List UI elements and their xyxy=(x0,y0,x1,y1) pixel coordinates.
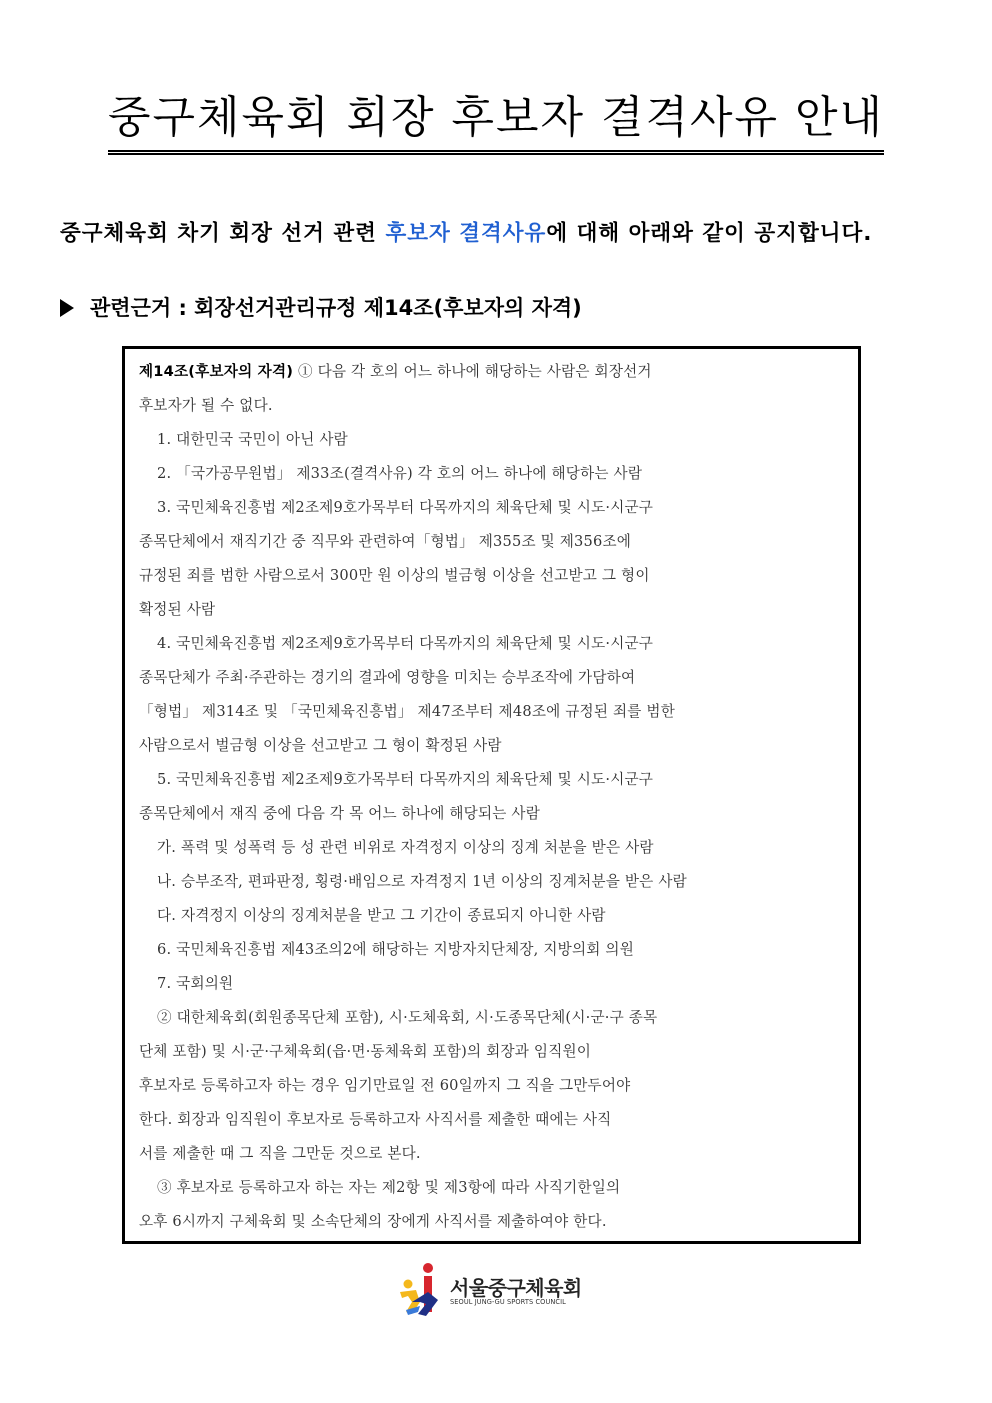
triangle-bullet-icon xyxy=(60,299,74,317)
logo-subtitle: SEOUL JUNG-GU SPORTS COUNCIL xyxy=(450,1298,566,1306)
article-line: 종목단체가 주최·주관하는 경기의 결과에 영향을 미치는 승부조작에 가담하여 xyxy=(139,669,636,686)
article-box xyxy=(122,346,861,1244)
article-line: 사람으로서 벌금형 이상을 선고받고 그 형이 확정된 사람 xyxy=(139,737,502,754)
intro-text-after: 에 대해 아래와 같이 공지합니다. xyxy=(546,221,873,246)
article-line: 서를 제출한 때 그 직을 그만둔 것으로 본다. xyxy=(139,1145,421,1162)
article-line: 2. 「국가공무원법」 제33조(결격사유) 각 호의 어느 하나에 해당하는 사람 xyxy=(157,465,643,482)
intro-text-before: 중구체육회 차기 회장 선거 관련 xyxy=(60,221,386,246)
article-line xyxy=(139,355,849,389)
article-line: 3. 국민체육진흥법 제2조제9호가목부터 다목까지의 체육단체 및 시도·시군구 xyxy=(157,499,654,516)
article-line: 한다. 회장과 임직원이 후보자로 등록하고자 사직서를 제출한 때에는 사직 xyxy=(139,1111,612,1128)
page-title-wrap xyxy=(0,88,992,155)
article-line: 후보자가 될 수 없다. xyxy=(139,397,273,414)
logo xyxy=(398,1262,598,1322)
article-line: 7. 국회의원 xyxy=(157,975,234,992)
article-line: ③ 후보자로 등록하고자 하는 자는 제2항 및 제3항에 따라 사직기한일의 xyxy=(157,1179,621,1196)
logo-name: 서울중구체육회 xyxy=(450,1276,582,1300)
article-line: 5. 국민체육진흥법 제2조제9호가목부터 다목까지의 체육단체 및 시도·시군구 xyxy=(157,771,654,788)
article-lines xyxy=(139,355,849,1239)
article-line: 6. 국민체육진흥법 제43조의2에 해당하는 지방자치단체장, 지방의회 의원 xyxy=(157,941,634,958)
intro-paragraph xyxy=(60,216,940,247)
article-line: 4. 국민체육진흥법 제2조제9호가목부터 다목까지의 체육단체 및 시도·시군구 xyxy=(157,635,654,652)
article-line: 오후 6시까지 구체육회 및 소속단체의 장에게 사직서를 제출하여야 한다. xyxy=(139,1213,607,1230)
article-line: 규정된 죄를 범한 사람으로서 300만 원 이상의 벌금형 이상을 선고받고 그 형이 xyxy=(139,567,650,584)
article-line: 다. 자격정지 이상의 징계처분을 받고 그 기간이 종료되지 아니한 사람 xyxy=(157,907,606,924)
article-line: 단체 포함) 및 시·군·구체육회(읍·면·동체육회 포함)의 회장과 임직원이 xyxy=(139,1043,592,1060)
page-title: 중구체육회 회장 후보자 결격사유 안내 xyxy=(108,88,884,155)
article-line: 확정된 사람 xyxy=(139,601,216,618)
article-line: 종목단체에서 재직기간 중 직무와 관련하여「형법」 제355조 및 제356조에 xyxy=(139,533,632,550)
article-line: ② 대한체육회(회원종목단체 포함), 시·도체육회, 시·도종목단체(시·군·구 종목 xyxy=(157,1009,658,1026)
article-line: 나. 승부조작, 편파판정, 횡령·배임으로 자격정지 1년 이상의 징계처분을 받은 사람 xyxy=(157,873,687,890)
basis-heading xyxy=(60,292,582,322)
article-heading: 제14조(후보자의 자격) xyxy=(139,363,294,380)
article-line: 가. 폭력 및 성폭력 등 성 관련 비위로 자격정지 이상의 징계 처분을 받은 사람 xyxy=(157,839,654,856)
article-line: 후보자로 등록하고자 하는 경우 임기만료일 전 60일까지 그 직을 그만두어야 xyxy=(139,1077,631,1094)
sports-council-logo-icon xyxy=(398,1262,442,1318)
article-line: 1. 대한민국 국민이 아닌 사람 xyxy=(157,431,348,448)
article-line: 종목단체에서 재직 중에 다음 각 목 어느 하나에 해당되는 사람 xyxy=(139,805,540,822)
article-line: 「형법」 제314조 및 「국민체육진흥법」 제47조부터 제48조에 규정된 죄를 범한 xyxy=(139,703,676,720)
intro-highlight: 후보자 결격사유 xyxy=(385,221,547,246)
basis-text: 관련근거 : 회장선거관리규정 제14조(후보자의 자격) xyxy=(90,296,582,320)
article-first-line: ① 다음 각 호의 어느 하나에 해당하는 사람은 회장선거 xyxy=(293,363,652,380)
